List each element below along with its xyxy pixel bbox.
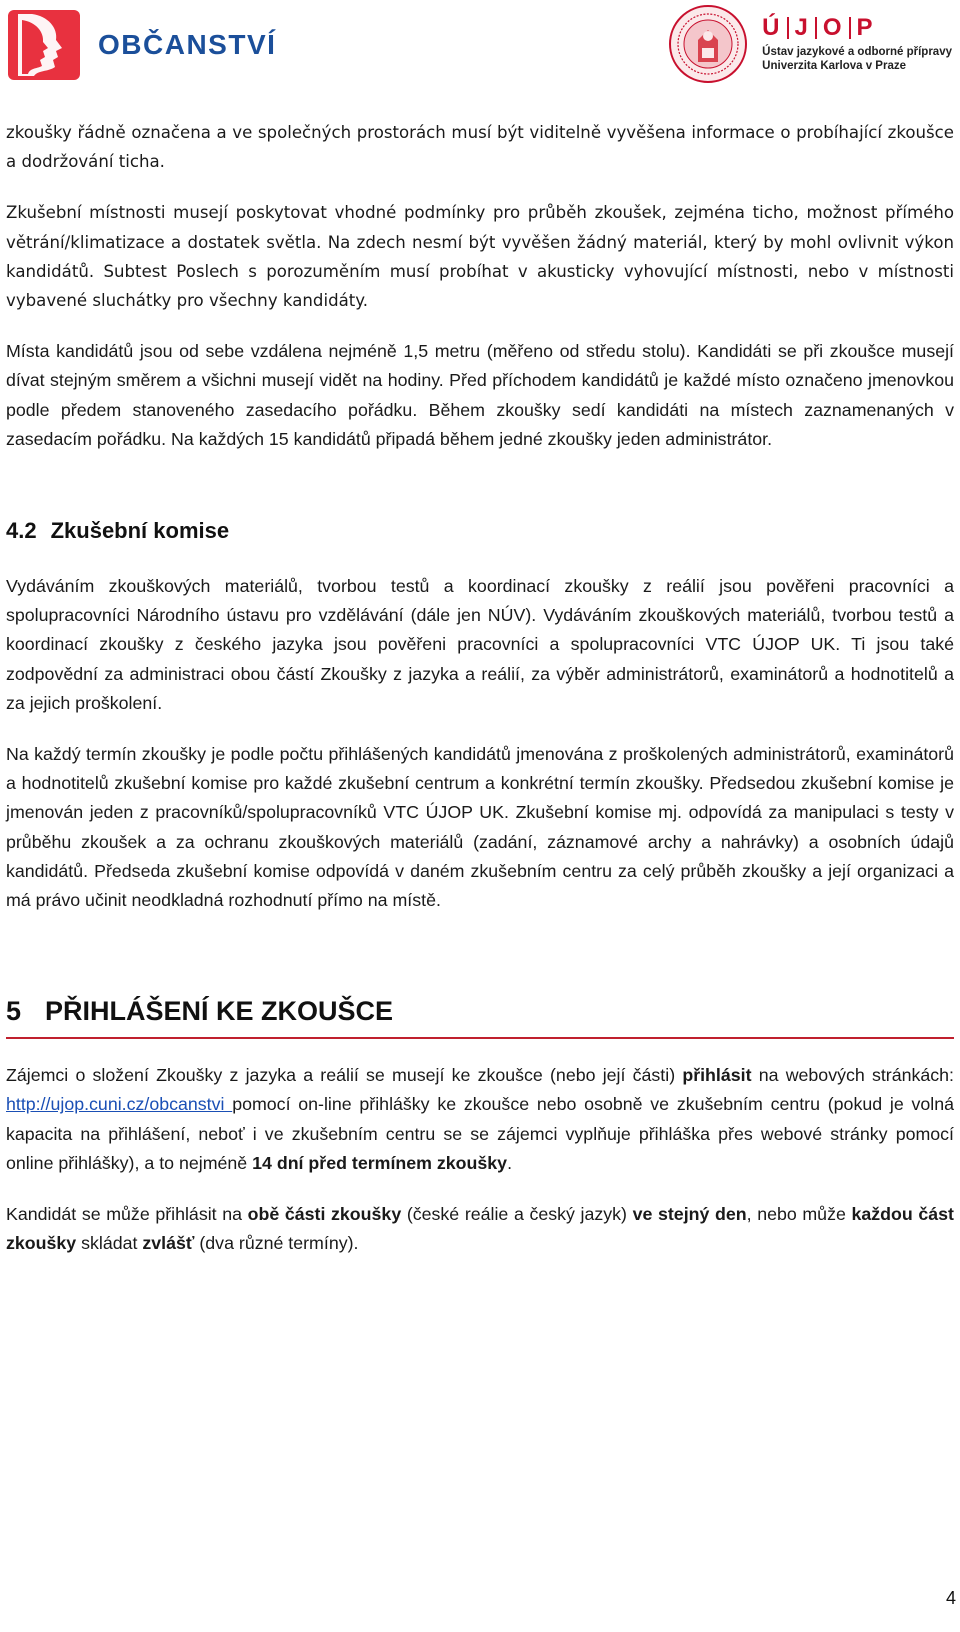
university-seal-icon bbox=[668, 4, 748, 84]
registration-link[interactable]: http://ujop.cuni.cz/obcanstvi bbox=[6, 1094, 233, 1115]
ujop-subtitle-2: Univerzita Karlova v Praze bbox=[762, 60, 906, 72]
paragraph-registration-2: Kandidát se může přihlásit na obě části zkoušky (české reálie a český jazyk) ve stejný den, nebo může každou část zkoušky skládat zvlášť (dva různé termíny). bbox=[6, 1204, 954, 1254]
face-profile-icon bbox=[8, 10, 80, 80]
section-title: PŘIHLÁŠENÍ KE ZKOUŠCE bbox=[45, 996, 394, 1027]
paragraph-registration-1: Zájemci o složení Zkoušky z jazyka a reálií se musejí ke zkoušce (nebo její části) přihlásit na webových stránkách: http://ujop.cuni.cz/obcanstvi pomocí on-line přihlášky ke zkoušce nebo osobně ve zkušebním centru (pokud je volná kapacita na přihlášení, neboť i ve zkušebním centru se se zájemci vyplňuje přihláška přes webové stránky pomocí online přihlášky), a to nejméně 14 dní před termínem zkoušky. bbox=[6, 1065, 954, 1173]
paragraph-commission-1: Vydáváním zkouškových materiálů, tvorbou testů a koordinací zkoušky z reálií jsou pověřeni pracovníci a spolupracovníci Národního ústavu pro vzdělávání (dále jen NÚV). Vydáváním zkouškových materiálů, tvorbou testů a koordinací zkoušky z českého jazyka jsou pověřeni pracovníci a spolupracovníci VTC ÚJOP UK. Ti jsou také zodpovědní za administraci obou částí Zkoušky z jazyka a reálií, za výběr administrátorů, examinátorů a hodnotitelů a za jejich proškolení. bbox=[6, 576, 954, 713]
obcanstvi-logo bbox=[8, 10, 276, 80]
paragraph-intro-3: Místa kandidátů jsou od sebe vzdálena nejméně 1,5 metru (měřeno od středu stolu). Kandidáti se při zkoušce musejí dívat stejným směrem a všichni musejí vidět na hodiny. Před příchodem kandidátů je každé místo označeno jmenovkou podle předem stanoveného zasedacího pořádku. Během zkoušky sedí kandidáti na místech zaznamenaných v zasedacím pořádku. Na každých 15 kandidátů připadá během jedné zkoušky jeden administrátor. bbox=[6, 341, 954, 449]
paragraph-intro-1: zkoušky řádně označena a ve společných prostorách musí být viditelně vyvěšena informace o probíhající zkoušce a dodržování ticha. bbox=[6, 123, 954, 172]
section-heading-4-2 bbox=[6, 516, 954, 546]
ujop-logo bbox=[668, 4, 952, 84]
document-body bbox=[6, 118, 954, 1258]
obcanstvi-logo-text: OBČANSTVÍ bbox=[98, 29, 277, 60]
section-number: 4.2 bbox=[6, 518, 37, 544]
paragraph-commission-2: Na každý termín zkoušky je podle počtu přihlášených kandidátů jmenována z proškolených administrátorů, examinátorů a hodnotitelů zkušební komise pro každé zkušební centrum a konkrétní termín zkoušky. Předsedou zkušební komise je jmenován jeden z pracovníků/spolupracovníků VTC ÚJOP UK. Zkušební komise mj. odpovídá za manipulaci s testy v průběhu zkoušek a za ochranu zkouškových materiálů (zadání, záznamové archy a nahrávky) a osobních údajů kandidátů. Předseda zkušební komise odpovídá v daném zkušebním centru za celý průběh zkoušky a její organizaci a má právo učinit neodkladná rozhodnutí přímo na místě. bbox=[6, 744, 954, 911]
section-heading-5 bbox=[6, 993, 954, 1039]
ujop-wordmark: Ú J O P bbox=[762, 14, 874, 41]
page-header bbox=[0, 0, 960, 92]
page-number: 4 bbox=[945, 1588, 956, 1608]
paragraph-intro-2: Zkušební místnosti musejí poskytovat vhodné podmínky pro průběh zkoušek, zejména ticho, možnost přímého větrání/klimatizace a dostatek světla. Na zdech nesmí být vyvěšen žádný materiál, který by mohl ovlivnit výkon kandidátů. Subtest Poslech s porozuměním musí probíhat v akusticky vyhovující místnosti, nebo v místnosti vybavené sluchátky pro všechny kandidáty. bbox=[6, 203, 954, 311]
ujop-subtitle-1: Ústav jazykové a odborné přípravy bbox=[762, 46, 952, 58]
section-number: 5 bbox=[6, 996, 22, 1027]
section-title: Zkušební komise bbox=[50, 518, 230, 544]
